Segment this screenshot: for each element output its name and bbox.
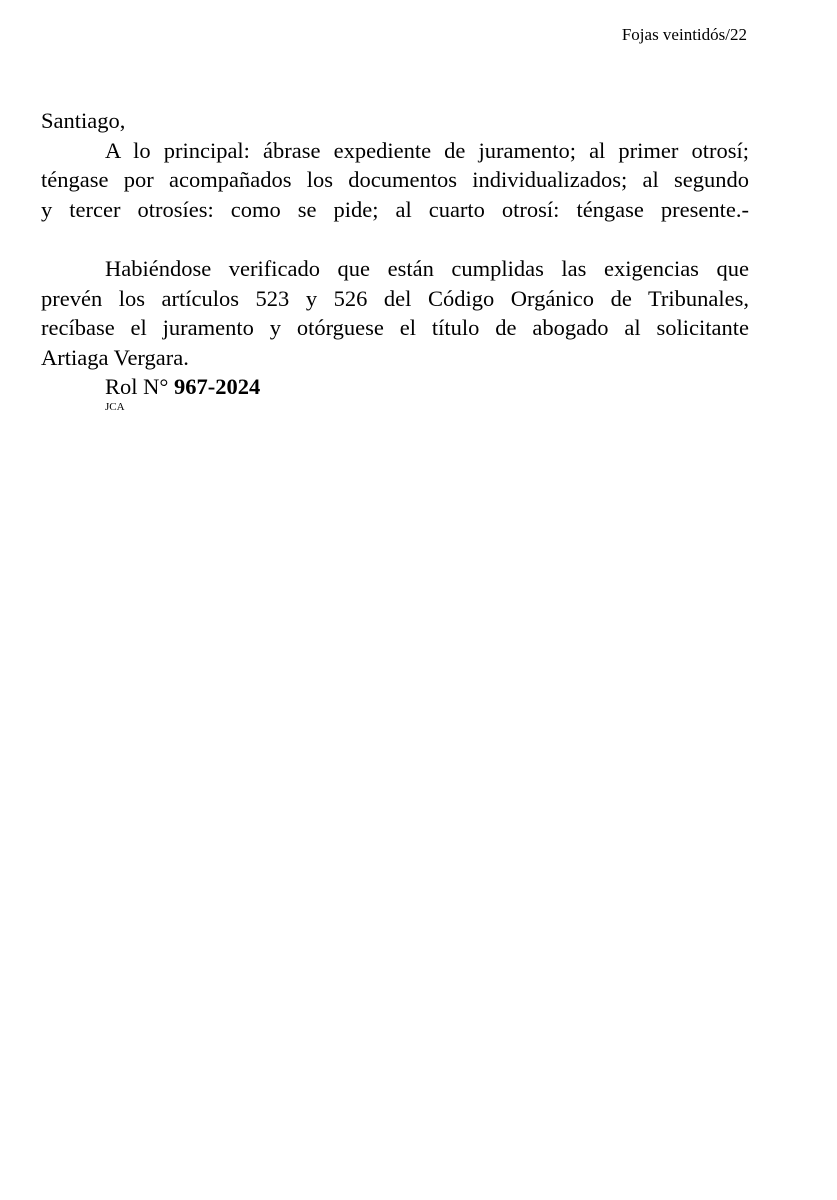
paragraph-line: prevén los artículos 523 y 526 del Código Orgánico de Tribunales, [41, 285, 749, 311]
folio-header: Fojas veintidós/22 [621, 25, 747, 44]
paragraph-line: Artiaga Vergara. [41, 344, 189, 370]
rol-number: 967-2024 [174, 374, 261, 399]
greeting: Santiago, [41, 108, 126, 133]
paragraph-line: téngase por acompañados los documentos individualizados; al segundo [41, 167, 749, 192]
case-reference [41, 372, 749, 402]
paragraph-line: A lo principal: ábrase expediente de juramento; al primer otrosí; [105, 137, 749, 163]
paragraph-line: recíbase el juramento y otórguese el título de abogado al solicitante [41, 315, 749, 340]
rol-label: Rol N° [105, 374, 169, 399]
paragraph-line: y tercer otrosíes: como se pide; al cuarto otrosí: téngase presente.- [41, 196, 749, 222]
paragraph-juramento [41, 254, 749, 372]
paragraph-line: Habiéndose verificado que están cumplidas las exigencias que [105, 256, 749, 281]
paragraph-principal [41, 136, 749, 225]
author-initials: JCA [105, 400, 125, 413]
resolution-body [41, 106, 749, 413]
